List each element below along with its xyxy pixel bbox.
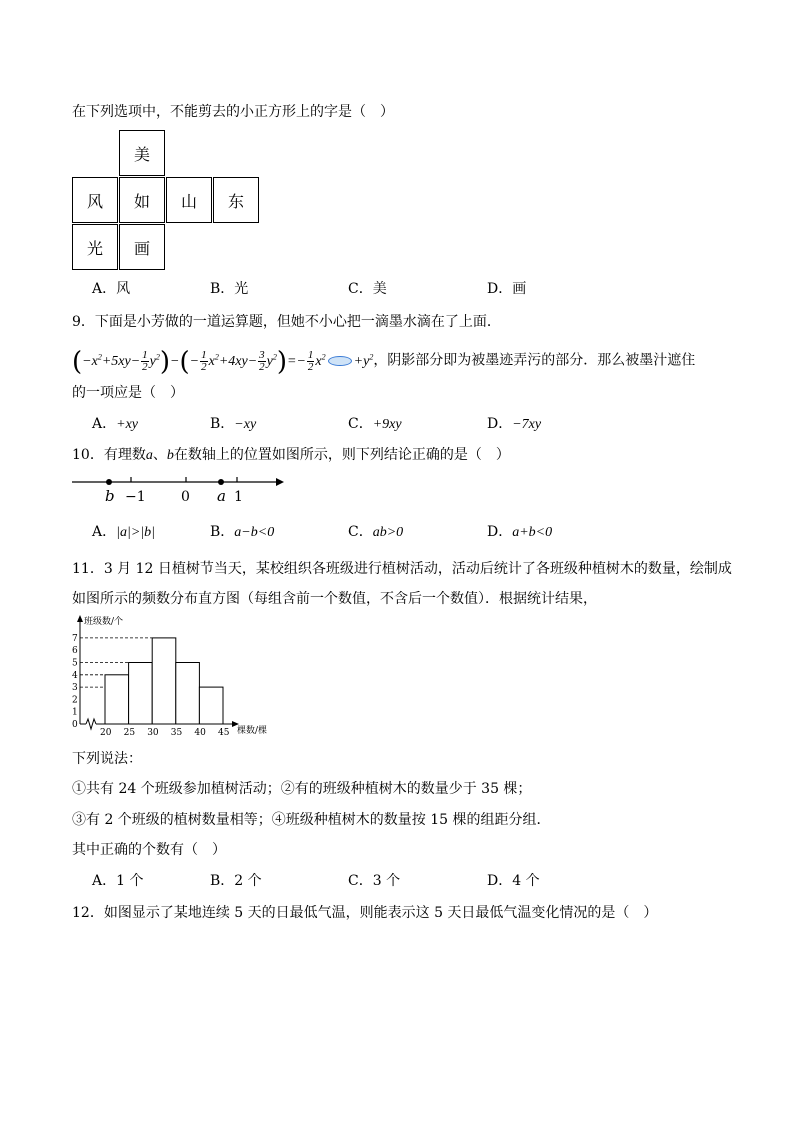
q11-stem-2: 如图所示的频数分布直方图（每组含前一个数值，不含后一个数值）．根据统计结果，: [72, 591, 597, 607]
q9-equation: ($-x^2+5xy-$ $\frac{1}{2}$ $y^2)-(-$ $\frac{1}{2}$ $x^2+4xy-$ $\frac{3}{2}$ $y^2)=-$ $\frac{1}{2}$ $x^2 +y^2$: [72, 346, 374, 377]
q8-option-d[interactable]: D．画: [487, 281, 527, 297]
label-one: 1: [234, 489, 243, 505]
histogram-bar: [176, 663, 200, 725]
label-minus-one: −1: [125, 489, 146, 505]
y-tick-label: 2: [72, 695, 78, 706]
histogram-chart: [60, 612, 290, 742]
point-b: [106, 479, 112, 485]
x-tick-label: 30: [147, 728, 159, 738]
q9-option-c-letter: C．: [348, 416, 373, 432]
label-a: a: [217, 487, 226, 505]
q11-option-c[interactable]: C．3 个: [348, 873, 401, 889]
q10-option-c-expr: ab>0: [372, 525, 404, 540]
q10-option-d-letter: D．: [487, 524, 513, 540]
q11-stem-1: 11．3 月 12 日植树节当天，某校组织各班级进行植树活动，活动后统计了各班级种植树木的数量，绘制成: [72, 561, 732, 577]
q9-option-d-letter: D．: [487, 416, 513, 432]
net-cell-mei: 美: [119, 130, 165, 176]
x-tick-labels: [100, 728, 230, 738]
axis-break-icon: [86, 719, 96, 729]
q10-var-a: a: [145, 448, 153, 463]
net-cell-dong: 东: [213, 177, 259, 223]
q10-stem-a: 10．有理数: [72, 447, 146, 463]
x-axis-label: 棵数/棵: [237, 726, 268, 736]
y-tick-label: 0: [72, 720, 78, 730]
net-cell-ru: 如: [119, 177, 165, 223]
q9-option-c[interactable]: [348, 414, 402, 435]
q9-equation-line: [72, 340, 695, 379]
q10-option-a-letter: A．: [92, 524, 117, 540]
q8-option-c[interactable]: C．美: [348, 281, 387, 297]
q9-stem: 9．下面是小芳做的一道运算题，但她不小心把一滴墨水滴在了上面．: [72, 314, 501, 330]
y-axis-arrow: [77, 615, 83, 622]
histogram-bar: [129, 663, 153, 725]
label-zero: 0: [181, 489, 190, 505]
q11-ask: 其中正确的个数有（ ）: [72, 842, 226, 858]
q11-lead: 下列说法：: [72, 751, 142, 767]
net-cell-feng: 风: [72, 177, 118, 223]
q9-option-b-letter: B．: [210, 416, 235, 432]
histogram-bar: [199, 687, 223, 724]
q12-stem: 12．如图显示了某地连续 5 天的日最低气温，则能表示这 5 天日最低气温变化情况的是（ ）: [72, 905, 658, 921]
q9-option-b[interactable]: [210, 414, 256, 435]
q10-stem: [72, 445, 510, 466]
q9-option-c-expr: +9xy: [372, 417, 402, 432]
q9-option-d[interactable]: [487, 414, 541, 435]
y-tick-label: 7: [72, 633, 78, 644]
number-line-arrow: [276, 478, 284, 486]
net-cell-shan: 山: [166, 177, 212, 223]
q10-var-b: b: [166, 448, 174, 463]
q10-option-c[interactable]: [348, 522, 403, 543]
y-tick-labels: [72, 634, 78, 730]
q9-stem-2: 的一项应是（ ）: [72, 385, 184, 401]
q9-option-d-expr: −7xy: [512, 417, 542, 432]
q10-option-d[interactable]: [487, 522, 552, 543]
label-b: b: [105, 487, 115, 505]
net-cell-hua: 画: [119, 224, 165, 270]
y-tick-label: 6: [72, 646, 78, 657]
q9-option-a-expr: +xy: [116, 417, 138, 432]
x-tick-label: 25: [123, 728, 136, 738]
y-tick-label: 3: [72, 683, 78, 694]
q11-statement-1-2: ①共有 24 个班级参加植树活动；②有的班级种植树木的数量少于 35 棵；: [72, 781, 532, 797]
q9-option-a-letter: A．: [92, 416, 117, 432]
y-tick-label: 5: [72, 658, 78, 669]
q10-option-a-expr: |a|>|b|: [116, 525, 155, 540]
q11-option-b[interactable]: B．2 个: [210, 873, 262, 889]
q10-option-a[interactable]: [92, 522, 155, 543]
y-axis-label: 班级数/个: [84, 617, 124, 627]
y-tick-label: 1: [72, 707, 78, 718]
q9-equation-tail: ，阴影部分即为被墨迹弄污的部分．那么被墨汁遮住: [373, 352, 696, 369]
number-line: [70, 470, 290, 510]
q10-option-b-letter: B．: [210, 524, 235, 540]
q11-option-a[interactable]: A．1 个: [92, 873, 144, 889]
q10-option-d-expr: a+b<0: [512, 525, 553, 540]
q8-option-b[interactable]: B．光: [210, 281, 249, 297]
ink-blot-icon: [328, 356, 352, 366]
q10-option-b[interactable]: [210, 522, 274, 543]
x-tick-label: 35: [170, 728, 183, 738]
q8-stem: 在下列选项中，不能剪去的小正方形上的字是（ ）: [72, 104, 394, 120]
x-tick-label: 20: [100, 728, 112, 738]
x-tick-label: 45: [218, 728, 230, 738]
x-tick-label: 40: [194, 728, 206, 738]
q10-sep: 、: [152, 447, 167, 463]
y-tick-label: 4: [72, 670, 78, 681]
q11-statement-3-4: ③有 2 个班级的植树数量相等；④班级种植树木的数量按 15 棵的组距分组．: [72, 812, 551, 828]
point-a: [218, 479, 224, 485]
histogram-bars: [105, 638, 223, 724]
q9-option-b-expr: −xy: [234, 417, 257, 432]
q11-option-d[interactable]: D．4 个: [487, 873, 540, 889]
q8-option-a[interactable]: A．风: [92, 281, 131, 297]
q10-stem-b: 在数轴上的位置如图所示，则下列结论正确的是（ ）: [173, 447, 510, 463]
histogram-bar: [152, 638, 176, 724]
net-cell-guang: 光: [72, 224, 118, 270]
histogram-bar: [105, 675, 129, 724]
q9-option-a[interactable]: [92, 414, 138, 435]
q10-option-c-letter: C．: [348, 524, 373, 540]
q10-option-b-expr: a−b<0: [234, 525, 275, 540]
